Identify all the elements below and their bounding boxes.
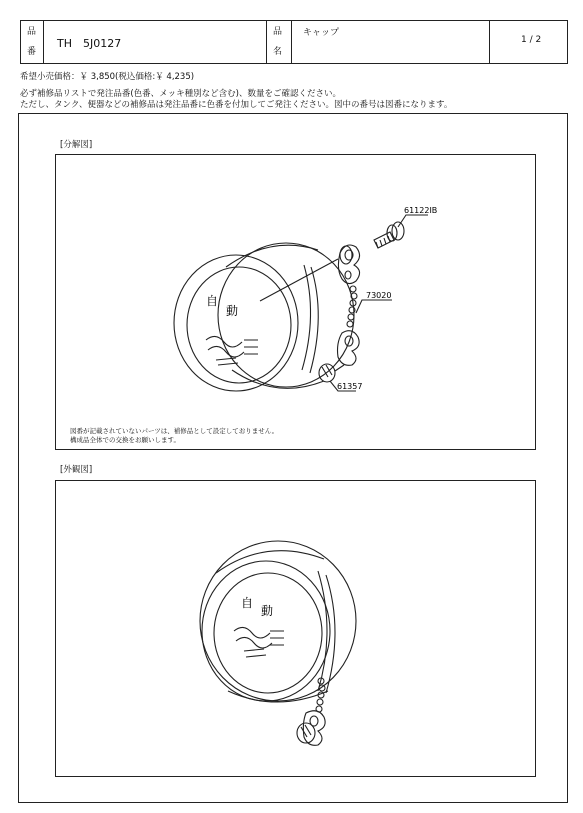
exterior-view-title: [外観図] (60, 465, 93, 475)
part-label-611221b: 61122IB (404, 206, 438, 215)
exterior-cap-char-ji: 自 (241, 596, 254, 610)
hinmei-label-top: 品 (273, 27, 283, 37)
note-line-2: ただし、タンク、便器などの補修品は発注品番に色番を付加してご発注ください。図中の番号は図番になります。 (20, 100, 453, 110)
hinmei-label-bottom: 名 (273, 47, 283, 57)
part-number: TH 5J0127 (57, 37, 122, 50)
exploded-view-title: [分解図] (60, 140, 93, 150)
hinban-label-top: 品 (27, 27, 37, 37)
part-label-73020: 73020 (366, 291, 392, 300)
exploded-view-drawing (56, 155, 537, 451)
footnote-line-1: 図番が記載されていないパーツは、補修品として設定しておりません。 (70, 427, 279, 435)
part-label-61357: 61357 (337, 382, 363, 391)
part-name: キャップ (303, 28, 340, 38)
exterior-view-box (55, 480, 536, 777)
cap-char-ji: 自 (206, 294, 219, 308)
page-indicator: 1 / 2 (521, 35, 542, 45)
exploded-view-box (55, 154, 536, 450)
hinban-label-bottom: 番 (27, 47, 37, 57)
exterior-cap-char-dou: 動 (261, 604, 274, 618)
header-table (20, 20, 568, 64)
footnote-line-2: 構成品全体での交換をお願いします。 (70, 436, 180, 444)
price-line: 希望小売価格：￥ 3,850(税込価格:￥ 4,235) (20, 72, 195, 82)
exterior-view-drawing (56, 481, 537, 778)
cap-char-dou: 動 (226, 304, 239, 318)
note-line-1: 必ず補修品リストで発注品番(色番、メッキ種別など含む)、数量をご確認ください。 (20, 89, 341, 99)
